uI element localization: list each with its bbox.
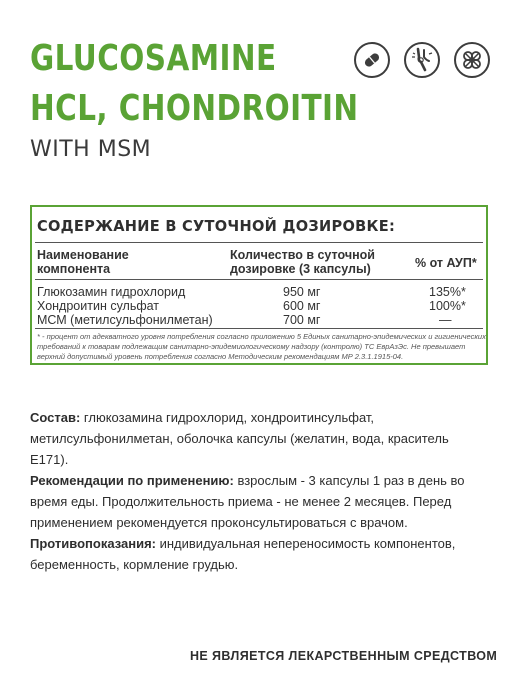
contraindications-label: Противопоказания: <box>30 536 156 551</box>
cartilage-icon <box>454 42 490 78</box>
row-name: МСМ (метилсульфонилметан) <box>37 313 213 327</box>
disclaimer: НЕ ЯВЛЯЕТСЯ ЛЕКАРСТВЕННЫМ СРЕДСТВОМ <box>190 649 498 663</box>
footnote-line-2: требований к товарам подлежащим санитарно-эпидемиологическому надзору (контролю) ТС ЕврАзЭс. Не превышает <box>37 342 466 351</box>
usage-paragraph <box>30 470 490 533</box>
row-amount: 600 мг <box>283 299 321 313</box>
footnote-line-3: верхний допустимый уровень потребления согласно Методическим рекомендациям МР 2.3.1.1915-04. <box>37 352 404 361</box>
footnote-line-1: * - процент от адекватного уровня потребления согласно приложению 5 Единых санитарно-эпидемических и гигиенических <box>37 332 486 341</box>
capsule-icon <box>354 42 390 78</box>
composition-panel <box>30 205 488 365</box>
product-subtitle: WITH MSM <box>30 137 152 162</box>
contraindications-paragraph <box>30 533 490 575</box>
title-line-1: GLUCOSAMINE <box>30 38 277 79</box>
row-percent: — <box>439 313 452 327</box>
table-bottom-divider <box>35 328 483 329</box>
contraindications-text: индивидуальная непереносимость компонентов, беременность, кормление грудью. <box>30 536 456 572</box>
benefit-icons <box>354 42 490 82</box>
composition-title: СОДЕРЖАНИЕ В СУТОЧНОЙ ДОЗИРОВКЕ: <box>37 217 396 235</box>
header-name-line-1: Наименование <box>37 248 129 262</box>
row-amount: 700 мг <box>283 313 321 327</box>
composition-label: Состав: <box>30 410 81 425</box>
row-name: Хондроитин сульфат <box>37 299 160 313</box>
row-percent: 135%* <box>429 285 466 299</box>
row-percent: 100%* <box>429 299 466 313</box>
composition-text: глюкозамина гидрохлорид, хондроитинсульфат, метилсульфонилметан, оболочка капсулы (желатин, вода, краситель Е171). <box>30 410 449 467</box>
header-divider <box>35 279 483 280</box>
row-amount: 950 мг <box>283 285 321 299</box>
product-info <box>30 407 490 575</box>
header-amount-line-2: дозировке (3 капсулы) <box>230 262 371 276</box>
usage-label: Рекомендации по применению: <box>30 473 234 488</box>
composition-paragraph <box>30 407 490 470</box>
row-name: Глюкозамин гидрохлорид <box>37 285 186 299</box>
title-line-2: HCL, CHONDROITIN <box>30 88 359 129</box>
header-amount-line-1: Количество в суточной <box>230 248 375 262</box>
header-percent: % от АУП* <box>415 256 477 270</box>
joint-knee-icon <box>404 42 440 78</box>
usage-text: взрослым - 3 капсулы 1 раз в день во время еды. Продолжительность приема - не менее 2 месяцев. Перед применением рекомендуется проконсультироваться с врачом. <box>30 473 465 530</box>
header-name-line-2: компонента <box>37 262 111 276</box>
title-divider <box>35 242 483 243</box>
